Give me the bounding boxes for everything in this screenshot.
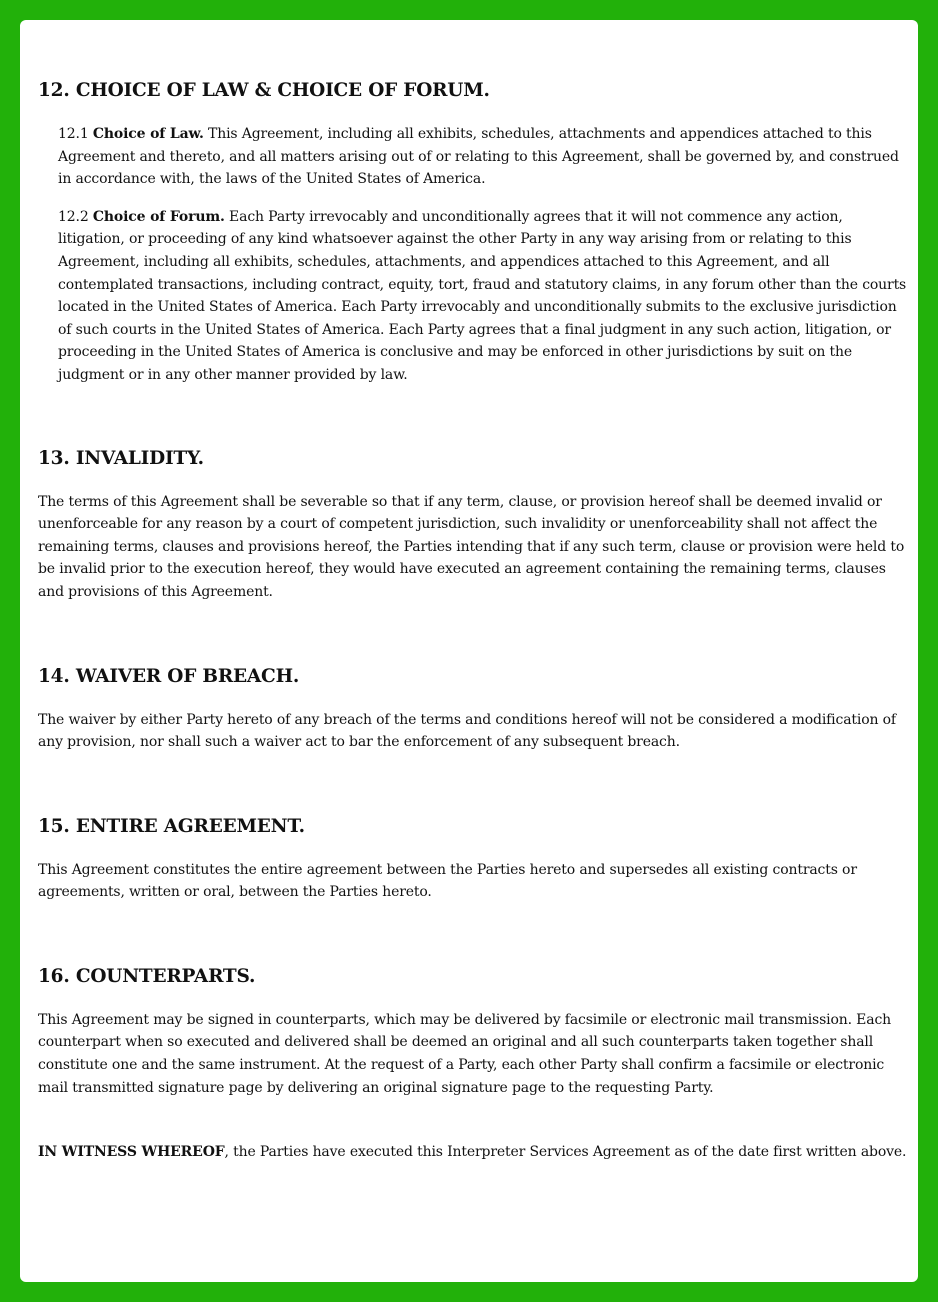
section-16-title: 16. COUNTERPARTS. xyxy=(38,965,256,987)
witness-text: , the Parties have executed this Interpreter Services Agreement as of the date first written above. xyxy=(224,1144,907,1161)
clause-12-2 xyxy=(38,206,908,387)
section-16-body: This Agreement may be signed in counterparts, which may be delivered by facsimile or electronic mail transmission. Each counterpart when so executed and delivered shall be deemed an original and all such counterparts taken together shall constitute one and the same instrument. At the request of a Party, each other Party shall confirm a facsimile or electronic mail transmitted signature page by delivering an original signature page to the requesting Party. xyxy=(38,1011,892,1096)
section-15-body: This Agreement constitutes the entire agreement between the Parties hereto and supersedes all existing contracts or agreements, written or oral, between the Parties hereto. xyxy=(38,861,857,901)
witness-lead: IN WITNESS WHEREOF xyxy=(38,1144,225,1161)
clause-12-1-text: This Agreement, including all exhibits, schedules, attachments and appendices attached to this Agreement and thereto, and all matters arising out of or relating to this Agreement, shall be governed by, and construed in accordance with, the laws of the United States of America. xyxy=(58,126,899,188)
clause-12-1 xyxy=(38,123,908,191)
section-15-title: 15. ENTIRE AGREEMENT. xyxy=(38,815,305,837)
section-13-body: The terms of this Agreement shall be severable so that if any term, clause, or provision hereof shall be deemed invalid or unenforceable for any reason by a court of competent jurisdiction, such invalidity or unenforceability shall not affect the remaining terms, clauses and provisions hereof, the Parties intending that if any such term, clause or provision were held to be invalid prior to the execution hereof, they would have executed an agreement containing the remaining terms, clauses and provisions of this Agreement. xyxy=(38,493,905,600)
section-14-title: 14. WAIVER OF BREACH. xyxy=(38,665,300,687)
clause-12-1-number: 12.1 xyxy=(58,126,93,142)
clause-12-2-number: 12.2 xyxy=(58,208,93,225)
clause-12-2-text: Each Party irrevocably and unconditionally agrees that it will not commence any action, litigation, or proceeding of any kind whatsoever against the other Party in any way arising from or relating to this Agreement, including all exhibits, schedules, attachments, and appendices attached to this Agreement, and all contemplated transactions, including contract, equity, tort, fraud and statutory claims, in any forum other than the courts located in the United States of America. Each Party irrevocably and unconditionally submits to the exclusive jurisdiction of such courts in the United States of America. Each Party agrees that a final judgment in any such action, litigation, or proceeding in the United States of America is conclusive and may be enforced in other jurisdictions by suit on the judgment or in any other manner provided by law. xyxy=(58,208,907,383)
document-page xyxy=(20,20,918,1282)
section-12-title: 12. CHOICE OF LAW & CHOICE OF FORUM. xyxy=(38,80,490,101)
witness-statement xyxy=(38,1141,908,1164)
clause-12-1-heading: Choice of Law. xyxy=(92,126,204,142)
section-13-title: 13. INVALIDITY. xyxy=(38,447,204,469)
section-14-body: The waiver by either Party hereto of any breach of the terms and conditions hereof will not be considered a modification of any provision, nor shall such a waiver act to bar the enforcement of any subsequent breach. xyxy=(38,711,896,751)
clause-12-2-heading: Choice of Forum. xyxy=(92,208,225,225)
